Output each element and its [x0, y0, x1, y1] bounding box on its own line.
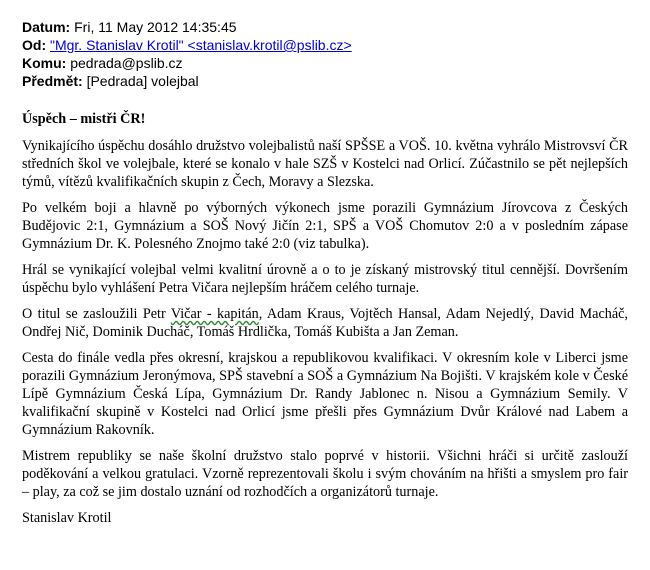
- to-label: Komu:: [22, 55, 67, 71]
- subject-value: [Pedrada] volejbal: [86, 73, 199, 89]
- email-header: [22, 18, 352, 90]
- from-label: Od:: [22, 37, 47, 53]
- paragraph-6: Mistrem republiky se naše školní družstvo stalo poprvé v historii. Všichni hráči si určitě zaslouží poděkování a velkou gratulaci. Vzorně reprezentovali školu i svým chováním na hřišti a smyslem pro fair – play, za což se jim dostalo uznání od rozhodčích a organizátorů turnaje.: [22, 448, 628, 500]
- paragraph-1: Vynikajícího úspěchu dosáhlo družstvo volejbalistů naší SPŠSE a VOŠ. 10. května vyhrálo Mistrovsví ČR středních škol ve volejbale, které se konalo v hale SZŠ v Kostelci nad Orlicí. Zúčastnilo se pět nejlepších týmů, vítězů kvalifikačních skupin z Čech, Moravy a Slezska.: [22, 138, 628, 190]
- paragraph-3: Hrál se vynikající volejbal velmi kvalitní úrovně a o to je získaný mistrovský titul cennější. Dovršením úspěchu bylo vyhlášení Petra Vičara nejlepším hráčem celého turnaje.: [22, 262, 628, 296]
- paragraph-4-start: O titul se zasloužili Petr: [22, 306, 171, 322]
- paragraph-2: Po velkém boji a hlavně po výborných výkonech jsme porazili Gymnázium Jírovcova z Českých Budějovic 2:1, Gymnázium a SOŠ Nový Jičín 2:1, SPŠ a VOŠ Chomutov 2:0 a v posledním zápase Gymnázium Dr. K. Polesného Znojmo také 2:0 (viz tabulka).: [22, 200, 628, 252]
- signature: Stanislav Krotil: [22, 510, 112, 526]
- email-body: [22, 110, 628, 527]
- date-value: Fri, 11 May 2012 14:35:45: [74, 19, 237, 35]
- spellcheck-underlined-text: Vičar - kapitán: [170, 306, 259, 322]
- paragraph-4: [22, 305, 628, 341]
- paragraph-5: Cesta do finále vedla přes okresní, krajskou a republikovou kvalifikaci. V okresním kole v Liberci jsme porazili Gymnázium Jeronýmova, SPŠ stavební a SOŠ a Gymnázium Na Bojišti. V krajském kole v České Lípě Gymnázium Česká Lípa, Gymnázium Dr. Randy Jablonec n. Nisou a Gymnázium Semily. V kvalifikační skupině v Kostelci nad Orlicí jsme přešli přes Gymnázium Dvůr Králové nad Labem a Gymnázium Rakovník.: [22, 350, 628, 438]
- subject-row: [22, 72, 352, 90]
- date-row: [22, 18, 352, 36]
- to-row: [22, 54, 352, 72]
- date-label: Datum:: [22, 19, 71, 35]
- from-row: [22, 36, 352, 54]
- to-value: pedrada@pslib.cz: [70, 55, 183, 71]
- paragraph-4-end: , Adam Kraus, Vojtěch Hansal, Adam Nejedlý, David Macháč, Ondřej Nič, Dominik Ducháč, Tomáš Hrdlička, Tomáš Kubišta a Jan Zeman.: [22, 306, 628, 340]
- from-link[interactable]: "Mgr. Stanislav Krotil" <stanislav.krotil@pslib.cz>: [50, 37, 352, 53]
- body-heading: Úspěch – mistři ČR!: [22, 111, 146, 127]
- subject-label: Předmět:: [22, 73, 83, 89]
